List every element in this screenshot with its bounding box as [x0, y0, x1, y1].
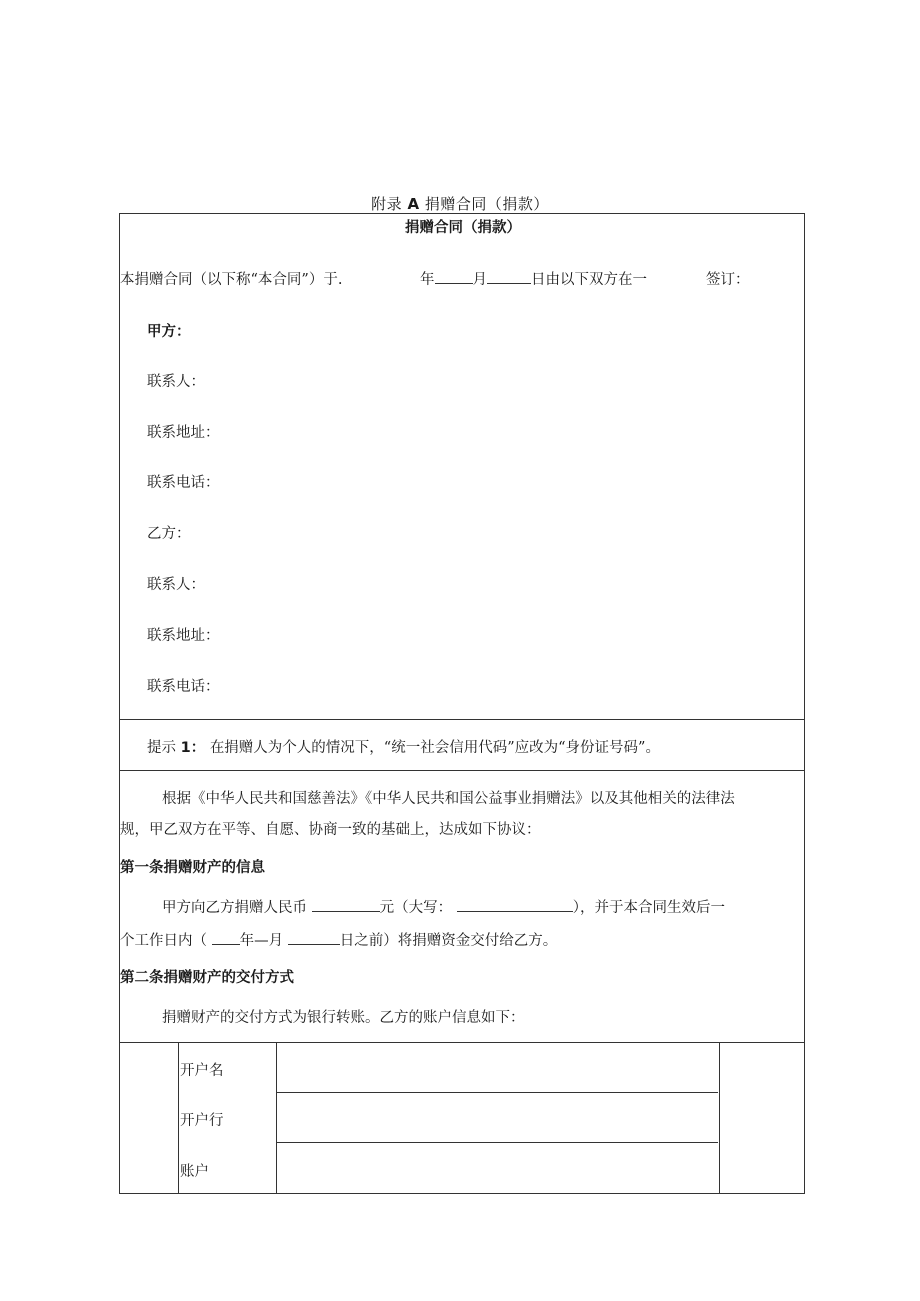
tip-number: 1：: [180, 740, 206, 756]
appendix-title: [0, 193, 920, 214]
account-bank-label: 开户行: [180, 1113, 224, 1129]
article-1-text-e: 年—月: [239, 933, 284, 949]
party-b-phone: 联系电话：: [147, 679, 220, 695]
tip-prefix: 提示: [147, 740, 176, 756]
account-row-divider-2: [276, 1142, 718, 1143]
account-table-label-divider: [276, 1042, 277, 1194]
divider-2: [120, 770, 804, 771]
tip-text: 在捐赠人为个人的情况下，“统一社会信用代码”应改为“身份证号码”。: [209, 740, 660, 756]
account-table-left-border: [178, 1042, 179, 1194]
party-b-address: 联系地址：: [147, 628, 220, 644]
article-1-text-a: 甲方向乙方捐赠人民币: [162, 900, 307, 916]
appendix-title-prefix: 附录: [371, 195, 403, 213]
appendix-title-letter: A: [407, 195, 420, 213]
party-b-label: 乙方：: [147, 526, 191, 542]
article-1-title: 第一条捐赠财产的信息: [120, 860, 265, 876]
intro-month: 月: [472, 272, 487, 288]
contract-intro: [120, 268, 342, 289]
party-a-contact: 联系人：: [147, 374, 205, 390]
preamble-line-2: 规，甲乙双方在平等、自愿、协商一致的基础上，达成如下协议：: [120, 822, 541, 838]
party-a-phone: 联系电话：: [147, 475, 220, 491]
article-1-text-b: 元（大写：: [379, 900, 453, 916]
party-b-contact: 联系人：: [147, 577, 205, 593]
month-blank[interactable]: [435, 269, 473, 284]
deadline-day-blank[interactable]: [288, 930, 340, 945]
divider-1: [120, 719, 804, 720]
article-2-title: 第二条捐赠财产的交付方式: [120, 970, 294, 986]
article-2-text: 捐赠财产的交付方式为银行转账。乙方的账户信息如下：: [162, 1010, 525, 1026]
preamble-line-1: 根据《中华人民共和国慈善法》《中华人民共和国公益事业捐赠法》以及其他相关的法律法: [162, 791, 735, 807]
account-number-label: 账户: [180, 1164, 209, 1180]
contract-box: [119, 213, 805, 1194]
article-1-text-c: ），并于本合同生效后一: [572, 900, 725, 916]
account-bank-field[interactable]: [278, 1094, 718, 1140]
amount-blank[interactable]: [312, 897, 380, 912]
article-1-line-1: [162, 896, 725, 917]
intro-day: 日由以下双方在一: [531, 272, 647, 288]
account-row-divider-1: [276, 1092, 718, 1093]
tip-note: [147, 736, 660, 757]
intro-signed: 签订：: [706, 272, 750, 288]
amount-words-blank[interactable]: [457, 897, 573, 912]
day-blank[interactable]: [487, 269, 531, 284]
account-number-field[interactable]: [278, 1144, 718, 1192]
appendix-title-rest: 捐赠合同（捐款）: [424, 195, 549, 213]
intro-text: 本捐赠合同（以下称“本合同”）于.: [120, 272, 343, 288]
party-a-address: 联系地址：: [147, 425, 220, 441]
article-1-line-2: [120, 929, 557, 950]
deadline-year-blank[interactable]: [212, 930, 240, 945]
party-a-label: 甲方：: [147, 324, 191, 340]
article-1-text-f: 日之前）将捐赠资金交付给乙方。: [339, 933, 558, 949]
intro-date: [420, 268, 647, 289]
account-table-right-border: [719, 1042, 720, 1194]
account-name-field[interactable]: [278, 1044, 718, 1090]
account-name-label: 开户名: [180, 1063, 224, 1079]
intro-year: 年: [420, 272, 435, 288]
contract-heading: 捐赠合同（捐款）: [405, 220, 521, 236]
article-1-text-d: 个工作日内（: [120, 933, 207, 949]
divider-3: [120, 1042, 804, 1043]
